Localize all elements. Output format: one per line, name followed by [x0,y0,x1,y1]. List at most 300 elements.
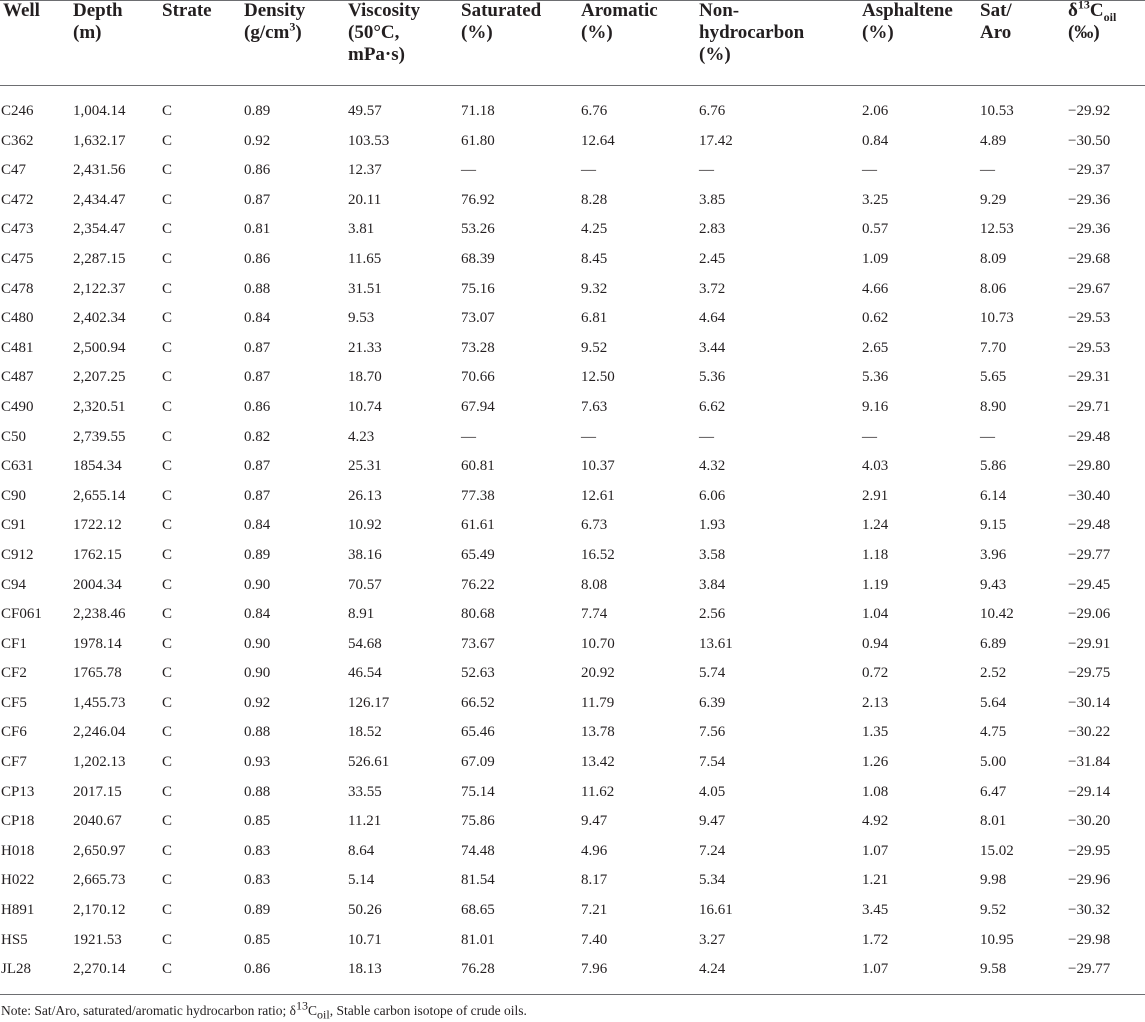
cell-depth: 2,246.04 [73,724,126,741]
cell-strate: C [162,872,173,889]
cell-aromatic: — [581,162,596,179]
cell-strate: C [162,635,173,652]
cell-density: 0.88 [244,280,271,297]
cell-nonhydrocarbon: 3.72 [699,280,726,297]
cell-saturated: 66.52 [461,694,495,711]
cell-depth: 2,238.46 [73,606,126,623]
cell-depth: 2,431.56 [73,162,126,179]
cell-viscosity: 38.16 [348,546,382,563]
cell-sat-aro: 7.70 [980,339,1007,356]
cell-depth: 1854.34 [73,458,122,475]
cell-sat-aro: 5.65 [980,369,1007,386]
cell-sat-aro: 10.53 [980,103,1014,119]
cell-strate: C [162,310,173,327]
cell-asphaltene: 1.21 [862,872,889,889]
cell-viscosity: 20.11 [348,191,382,208]
cell-viscosity: 26.13 [348,487,382,504]
cell-sat-aro: 9.98 [980,872,1007,889]
cell-saturated: 52.63 [461,665,495,682]
cell-viscosity: 25.31 [348,458,382,475]
header-aromatic: Aromatic (%) [581,0,658,43]
cell-aromatic: 9.52 [581,339,608,356]
cell-strate: C [162,842,173,859]
cell-delta-13c: −29.67 [1068,280,1111,297]
header-delta-13c: $\delta^{13}C_{oil}$ (‰) [1068,0,1117,43]
cell-nonhydrocarbon: 13.61 [699,635,733,652]
cell-strate: C [162,458,173,475]
cell-well: JL28 [1,961,31,978]
cell-viscosity: 31.51 [348,280,382,297]
cell-well: C472 [1,191,34,208]
cell-sat-aro: 9.58 [980,961,1007,978]
cell-strate: C [162,961,173,978]
cell-depth: 2,655.14 [73,487,126,504]
cell-sat-aro: 10.95 [980,931,1014,948]
cell-viscosity: 18.52 [348,724,382,741]
cell-asphaltene: 9.16 [862,398,889,415]
header-rule [0,85,1145,86]
table-row [0,482,1145,512]
cell-delta-13c: −30.40 [1068,487,1111,504]
cell-aromatic: 6.81 [581,310,608,327]
cell-nonhydrocarbon: 6.76 [699,103,726,119]
cell-saturated: 77.38 [461,487,495,504]
cell-viscosity: 46.54 [348,665,382,682]
cell-nonhydrocarbon: 5.36 [699,369,726,386]
cell-viscosity: 8.64 [348,842,375,859]
table-row [0,630,1145,660]
cell-asphaltene: 1.07 [862,961,889,978]
cell-delta-13c: −29.75 [1068,665,1111,682]
header-sat-aro: Sat/ Aro [980,0,1012,43]
table-note: Note: Sat/Aro, saturated/aromatic hydrocarbon ratio; $\delta^{13}C_{oil}$, Stable carbon isotope of crude oils. [1,998,527,1022]
cell-delta-13c: −30.50 [1068,132,1111,149]
cell-density: 0.90 [244,576,271,593]
cell-well: H891 [1,902,35,919]
cell-delta-13c: −29.95 [1068,842,1111,859]
cell-asphaltene: 0.57 [862,221,889,238]
cell-saturated: 75.86 [461,813,495,830]
cell-viscosity: 18.70 [348,369,382,386]
cell-density: 0.90 [244,635,271,652]
cell-strate: C [162,783,173,800]
cell-nonhydrocarbon: 3.58 [699,546,726,563]
cell-asphaltene: 1.26 [862,754,889,771]
cell-delta-13c: −29.68 [1068,250,1111,267]
cell-nonhydrocarbon: 16.61 [699,902,733,919]
cell-viscosity: 3.81 [348,221,375,238]
cell-depth: 2,354.47 [73,221,126,238]
cell-aromatic: 11.79 [581,694,615,711]
cell-density: 0.83 [244,872,271,889]
cell-delta-13c: −29.31 [1068,369,1111,386]
cell-sat-aro: 9.43 [980,576,1007,593]
cell-depth: 2004.34 [73,576,122,593]
table-row [0,807,1145,837]
cell-viscosity: 11.65 [348,250,382,267]
cell-viscosity: 10.74 [348,398,382,415]
cell-nonhydrocarbon: 7.56 [699,724,726,741]
cell-depth: 1921.53 [73,931,122,948]
cell-asphaltene: 0.62 [862,310,889,327]
cell-nonhydrocarbon: — [699,428,714,445]
cell-well: C246 [1,103,34,119]
cell-depth: 2,287.15 [73,250,126,267]
cell-sat-aro: 9.15 [980,517,1007,534]
cell-aromatic: 7.96 [581,961,608,978]
cell-nonhydrocarbon: 5.74 [699,665,726,682]
cell-density: 0.86 [244,250,271,267]
cell-saturated: 74.48 [461,842,495,859]
cell-saturated: 68.39 [461,250,495,267]
cell-sat-aro: 6.89 [980,635,1007,652]
cell-asphaltene: 4.92 [862,813,889,830]
cell-saturated: 81.01 [461,931,495,948]
cell-saturated: — [461,162,476,179]
cell-density: 0.85 [244,931,271,948]
cell-saturated: 81.54 [461,872,495,889]
cell-viscosity: 10.71 [348,931,382,948]
cell-viscosity: 103.53 [348,132,390,149]
cell-density: 0.86 [244,961,271,978]
cell-saturated: 61.80 [461,132,495,149]
cell-asphaltene: 2.65 [862,339,889,356]
cell-strate: C [162,221,173,238]
cell-aromatic: 16.52 [581,546,615,563]
cell-asphaltene: 1.19 [862,576,889,593]
cell-aromatic: — [581,428,596,445]
cell-well: C480 [1,310,34,327]
cell-sat-aro: 10.42 [980,606,1014,623]
table-row [0,275,1145,305]
cell-asphaltene: 2.91 [862,487,889,504]
cell-nonhydrocarbon: 9.47 [699,813,726,830]
cell-density: 0.82 [244,428,271,445]
cell-density: 0.86 [244,398,271,415]
table-row [0,186,1145,216]
cell-asphaltene: 0.84 [862,132,889,149]
cell-well: C490 [1,398,34,415]
cell-sat-aro: 5.86 [980,458,1007,475]
cell-density: 0.93 [244,754,271,771]
cell-density: 0.84 [244,517,271,534]
cell-aromatic: 7.74 [581,606,608,623]
cell-well: CF6 [1,724,27,741]
cell-well: C362 [1,132,34,149]
cell-delta-13c: −29.06 [1068,606,1111,623]
cell-sat-aro: 8.06 [980,280,1007,297]
cell-viscosity: 70.57 [348,576,382,593]
cell-density: 0.87 [244,339,271,356]
cell-density: 0.87 [244,191,271,208]
cell-saturated: 76.28 [461,961,495,978]
cell-delta-13c: −29.98 [1068,931,1111,948]
cell-nonhydrocarbon: 4.05 [699,783,726,800]
cell-strate: C [162,517,173,534]
cell-asphaltene: 1.24 [862,517,889,534]
cell-density: 0.84 [244,310,271,327]
cell-strate: C [162,694,173,711]
table-row [0,245,1145,275]
cell-delta-13c: −29.92 [1068,103,1111,119]
cell-density: 0.84 [244,606,271,623]
cell-nonhydrocarbon: 3.85 [699,191,726,208]
cell-strate: C [162,132,173,149]
header-viscosity: Viscosity (50°C, mPa·s) [348,0,421,65]
cell-delta-13c: −29.37 [1068,162,1111,179]
cell-nonhydrocarbon: 2.56 [699,606,726,623]
cell-strate: C [162,606,173,623]
cell-delta-13c: −31.84 [1068,754,1111,771]
cell-strate: C [162,754,173,771]
cell-asphaltene: 0.94 [862,635,889,652]
cell-depth: 1722.12 [73,517,122,534]
cell-depth: 2040.67 [73,813,122,830]
cell-sat-aro: 5.00 [980,754,1007,771]
cell-asphaltene: 1.35 [862,724,889,741]
cell-viscosity: 50.26 [348,902,382,919]
table-row [0,334,1145,364]
table-row [0,127,1145,157]
cell-nonhydrocarbon: 5.34 [699,872,726,889]
cell-sat-aro: — [980,162,995,179]
cell-delta-13c: −29.14 [1068,783,1111,800]
cell-aromatic: 4.25 [581,221,608,238]
cell-aromatic: 20.92 [581,665,615,682]
cell-nonhydrocarbon: 3.44 [699,339,726,356]
cell-nonhydrocarbon: 7.54 [699,754,726,771]
cell-aromatic: 9.47 [581,813,608,830]
table-body [0,97,1145,985]
cell-nonhydrocarbon: 6.06 [699,487,726,504]
cell-density: 0.86 [244,162,271,179]
cell-aromatic: 7.40 [581,931,608,948]
cell-strate: C [162,162,173,179]
cell-delta-13c: −29.71 [1068,398,1111,415]
cell-nonhydrocarbon: — [699,162,714,179]
cell-asphaltene: 1.18 [862,546,889,563]
cell-density: 0.92 [244,694,271,711]
cell-strate: C [162,339,173,356]
cell-strate: C [162,398,173,415]
table-row [0,718,1145,748]
cell-sat-aro: 9.52 [980,902,1007,919]
header-nonhydrocarbon: Non- hydrocarbon (%) [699,0,805,65]
cell-saturated: 73.67 [461,635,495,652]
cell-nonhydrocarbon: 3.27 [699,931,726,948]
cell-saturated: 76.92 [461,191,495,208]
cell-well: H018 [1,842,35,859]
cell-asphaltene: 5.36 [862,369,889,386]
cell-aromatic: 8.17 [581,872,608,889]
cell-depth: 1765.78 [73,665,122,682]
cell-depth: 2,207.25 [73,369,126,386]
cell-nonhydrocarbon: 4.64 [699,310,726,327]
cell-asphaltene: 3.45 [862,902,889,919]
cell-density: 0.87 [244,458,271,475]
cell-asphaltene: 3.25 [862,191,889,208]
table-row [0,97,1145,127]
cell-saturated: 73.28 [461,339,495,356]
header-density: Density $(g/cm^3)$ [244,0,306,43]
table-row [0,689,1145,719]
cell-density: 0.83 [244,842,271,859]
cell-aromatic: 6.76 [581,103,608,119]
cell-nonhydrocarbon: 6.39 [699,694,726,711]
cell-strate: C [162,103,173,119]
cell-depth: 2,650.97 [73,842,126,859]
cell-delta-13c: −29.77 [1068,546,1111,563]
cell-aromatic: 8.08 [581,576,608,593]
cell-delta-13c: −30.14 [1068,694,1111,711]
cell-density: 0.87 [244,369,271,386]
cell-strate: C [162,546,173,563]
cell-asphaltene: 1.09 [862,250,889,267]
cell-sat-aro: 2.52 [980,665,1007,682]
cell-well: CF061 [1,606,42,623]
cell-delta-13c: −29.48 [1068,428,1111,445]
cell-well: C47 [1,162,27,179]
cell-strate: C [162,813,173,830]
cell-viscosity: 9.53 [348,310,375,327]
table-row [0,866,1145,896]
cell-sat-aro: 8.09 [980,250,1007,267]
cell-saturated: 65.46 [461,724,495,741]
cell-strate: C [162,250,173,267]
table-row [0,600,1145,630]
cell-delta-13c: −29.53 [1068,339,1111,356]
cell-density: 0.88 [244,783,271,800]
cell-depth: 2,739.55 [73,428,126,445]
table-row [0,511,1145,541]
cell-viscosity: 49.57 [348,103,382,119]
cell-well: C481 [1,339,34,356]
cell-sat-aro: 8.01 [980,813,1007,830]
cell-well: C94 [1,576,27,593]
cell-delta-13c: −29.96 [1068,872,1111,889]
cell-asphaltene: — [862,428,877,445]
cell-saturated: 75.16 [461,280,495,297]
cell-aromatic: 6.73 [581,517,608,534]
cell-saturated: 67.09 [461,754,495,771]
cell-density: 0.85 [244,813,271,830]
table-row [0,748,1145,778]
cell-saturated: 67.94 [461,398,495,415]
cell-sat-aro: 6.14 [980,487,1007,504]
table-row [0,541,1145,571]
cell-asphaltene: 1.04 [862,606,889,623]
cell-viscosity: 11.21 [348,813,382,830]
cell-density: 0.81 [244,221,271,238]
cell-viscosity: 526.61 [348,754,390,771]
cell-well: C50 [1,428,27,445]
cell-strate: C [162,428,173,445]
cell-viscosity: 126.17 [348,694,390,711]
cell-density: 0.89 [244,103,271,119]
header-strate: Strate [162,0,212,21]
cell-well: H022 [1,872,35,889]
cell-strate: C [162,665,173,682]
cell-depth: 2,500.94 [73,339,126,356]
cell-delta-13c: −29.53 [1068,310,1111,327]
cell-nonhydrocarbon: 4.32 [699,458,726,475]
header-asphaltene: Asphaltene (%) [862,0,953,43]
table-bottom-rule [0,994,1145,995]
cell-depth: 2,402.34 [73,310,126,327]
cell-delta-13c: −29.36 [1068,191,1111,208]
cell-viscosity: 10.92 [348,517,382,534]
cell-viscosity: 21.33 [348,339,382,356]
table-row [0,926,1145,956]
cell-depth: 1,455.73 [73,694,126,711]
cell-depth: 2,270.14 [73,961,126,978]
cell-strate: C [162,280,173,297]
cell-delta-13c: −30.22 [1068,724,1111,741]
cell-density: 0.88 [244,724,271,741]
table-row [0,896,1145,926]
cell-aromatic: 10.37 [581,458,615,475]
table-row [0,778,1145,808]
cell-depth: 2,170.12 [73,902,126,919]
cell-well: CF1 [1,635,27,652]
cell-delta-13c: −29.80 [1068,458,1111,475]
cell-depth: 2,320.51 [73,398,126,415]
cell-nonhydrocarbon: 7.24 [699,842,726,859]
cell-well: C912 [1,546,34,563]
cell-sat-aro: 3.96 [980,546,1007,563]
cell-well: CF7 [1,754,27,771]
header-saturated: Saturated (%) [461,0,542,43]
cell-well: C475 [1,250,34,267]
cell-viscosity: 33.55 [348,783,382,800]
cell-aromatic: 8.28 [581,191,608,208]
cell-depth: 2,434.47 [73,191,126,208]
cell-well: C487 [1,369,34,386]
table-row [0,955,1145,985]
table-row [0,659,1145,689]
cell-sat-aro: 8.90 [980,398,1007,415]
cell-strate: C [162,487,173,504]
cell-saturated: 68.65 [461,902,495,919]
cell-sat-aro: 15.02 [980,842,1014,859]
cell-asphaltene: 1.07 [862,842,889,859]
cell-sat-aro: 4.75 [980,724,1007,741]
cell-well: C473 [1,221,34,238]
cell-sat-aro: 5.64 [980,694,1007,711]
cell-depth: 2017.15 [73,783,122,800]
cell-strate: C [162,191,173,208]
cell-asphaltene: 4.03 [862,458,889,475]
cell-aromatic: 12.64 [581,132,615,149]
cell-strate: C [162,902,173,919]
cell-well: C478 [1,280,34,297]
table-row [0,156,1145,186]
cell-delta-13c: −29.91 [1068,635,1111,652]
cell-well: CF2 [1,665,27,682]
cell-nonhydrocarbon: 1.93 [699,517,726,534]
cell-density: 0.89 [244,902,271,919]
cell-delta-13c: −29.48 [1068,517,1111,534]
cell-density: 0.89 [244,546,271,563]
cell-saturated: 60.81 [461,458,495,475]
cell-aromatic: 10.70 [581,635,615,652]
header-well: Well [3,0,40,21]
cell-well: C631 [1,458,34,475]
cell-asphaltene: 1.72 [862,931,889,948]
cell-strate: C [162,724,173,741]
cell-aromatic: 7.21 [581,902,608,919]
cell-aromatic: 12.50 [581,369,615,386]
